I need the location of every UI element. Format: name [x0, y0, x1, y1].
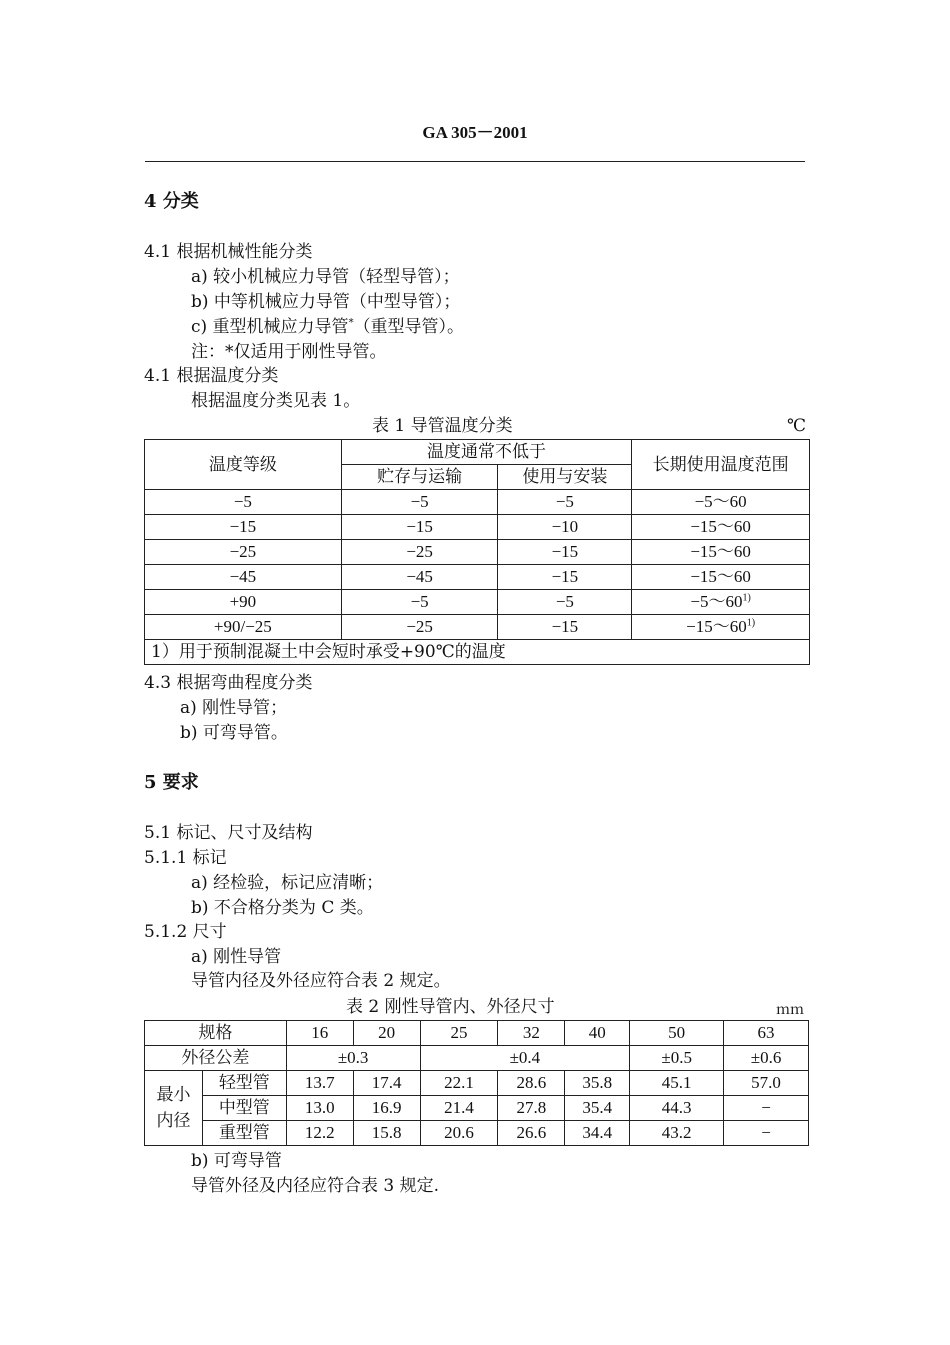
t2-value: 20.6: [420, 1121, 498, 1146]
t2-header-spec: 规格: [145, 1021, 287, 1046]
t2-type: 重型管: [202, 1121, 286, 1146]
clause-4-1-temperature: 4.1 根据温度分类: [144, 366, 279, 386]
mech-item-b: b) 中等机械应力导管（中型导管）；: [191, 292, 461, 312]
dim-item-b: b) 可弯导管: [191, 1151, 282, 1171]
mark-item-b: b) 不合格分类为 C 类。: [191, 898, 374, 918]
mech-item-a: a) 较小机械应力导管（轻型导管）；: [191, 267, 460, 287]
t1-range-value: −15～60: [690, 517, 751, 536]
t1-range-value: −5～60: [690, 592, 743, 611]
t1-header-storage: 贮存与运输: [341, 465, 498, 490]
t2-value: 43.2: [630, 1121, 724, 1146]
t2-size: 63: [724, 1021, 809, 1046]
t1-grade: −5: [145, 490, 342, 515]
bend-item-a: a) 刚性导管；: [180, 698, 288, 718]
t2-tolerance: ±0.4: [420, 1046, 630, 1071]
header-rule: [145, 161, 805, 162]
t2-size: 16: [286, 1021, 353, 1046]
t1-use: −5: [498, 490, 632, 515]
section-5-heading: 5 要求: [144, 772, 199, 793]
t1-storage: −5: [341, 490, 498, 515]
t1-grade: −15: [145, 515, 342, 540]
t2-size: 32: [498, 1021, 565, 1046]
t2-tolerance: ±0.6: [724, 1046, 809, 1071]
t2-value: 35.4: [565, 1096, 630, 1121]
clause-5-1-1: 5.1.1 标记: [144, 848, 227, 868]
t2-value: 15.8: [353, 1121, 420, 1146]
table-1-temperature: [144, 439, 810, 665]
t1-storage: −15: [341, 515, 498, 540]
dim-item-a-text: 导管内径及外径应符合表 2 规定。: [191, 971, 451, 991]
section-4-heading: 4 分类: [144, 191, 199, 212]
mech-item-c: [191, 317, 464, 337]
t2-value: 28.6: [498, 1071, 565, 1096]
t1-use: −15: [498, 565, 632, 590]
bend-item-b: b) 可弯导管。: [180, 723, 288, 743]
t1-range: [632, 565, 810, 590]
t1-range: [632, 540, 810, 565]
t1-grade: −25: [145, 540, 342, 565]
t1-header-not-below: 温度通常不低于: [341, 440, 632, 465]
t1-header-range: 长期使用温度范围: [632, 440, 810, 490]
table-2-rigid-conduit-dimensions: [144, 1020, 809, 1146]
mech-item-c-star: *: [348, 317, 354, 329]
t1-range-value: −5～60: [694, 492, 747, 511]
t2-value: 44.3: [630, 1096, 724, 1121]
t1-range-sup: 1): [746, 617, 756, 629]
t2-value: 12.2: [286, 1121, 353, 1146]
t2-type: 轻型管: [202, 1071, 286, 1096]
t2-value: 22.1: [420, 1071, 498, 1096]
t2-value: 21.4: [420, 1096, 498, 1121]
mark-item-a: a) 经检验，标记应清晰；: [191, 873, 384, 893]
t1-range-sup: 1): [742, 592, 751, 604]
mech-item-c-tail: （重型导管）。: [353, 317, 465, 337]
t2-type: 中型管: [202, 1096, 286, 1121]
t1-storage: −5: [341, 590, 498, 615]
t1-range: [632, 615, 810, 640]
t2-value: 16.9: [353, 1096, 420, 1121]
t2-tolerance: ±0.3: [286, 1046, 420, 1071]
t2-value: 45.1: [630, 1071, 724, 1096]
t2-value: 26.6: [498, 1121, 565, 1146]
t2-tolerance: ±0.5: [630, 1046, 724, 1071]
t1-grade: +90/−25: [145, 615, 342, 640]
t2-value: 13.7: [286, 1071, 353, 1096]
table-row: [145, 615, 810, 640]
table-row: [145, 590, 810, 615]
t1-use: −10: [498, 515, 632, 540]
t1-range: [632, 490, 810, 515]
t2-header-min-id: 最小内径: [145, 1071, 203, 1146]
t1-header-grade: 温度等级: [145, 440, 342, 490]
t2-header-tolerance: 外径公差: [145, 1046, 287, 1071]
dim-item-b-text: 导管外径及内径应符合表 3 规定.: [191, 1176, 440, 1196]
t1-range: [632, 515, 810, 540]
t1-range: [632, 590, 810, 615]
clause-5-1: 5.1 标记、尺寸及结构: [144, 823, 313, 843]
table-row: [145, 1071, 809, 1096]
table-row: [145, 540, 810, 565]
t1-grade: −45: [145, 565, 342, 590]
table-row: [145, 565, 810, 590]
mech-item-c-text: c) 重型机械应力导管: [191, 317, 349, 337]
t2-value: 27.8: [498, 1096, 565, 1121]
t1-use: −15: [498, 540, 632, 565]
t1-use: −15: [498, 615, 632, 640]
t1-storage: −45: [341, 565, 498, 590]
t2-value: 17.4: [353, 1071, 420, 1096]
clause-5-1-2: 5.1.2 尺寸: [144, 922, 227, 942]
t2-value: 34.4: [565, 1121, 630, 1146]
t2-value: 35.8: [565, 1071, 630, 1096]
t1-footnote: 1）用于预制混凝土中会短时承受+90℃的温度: [145, 640, 810, 665]
table-row: [145, 1096, 809, 1121]
table1-caption: 表 1 导管温度分类: [372, 416, 513, 436]
t1-use: −5: [498, 590, 632, 615]
t1-range-value: −15～60: [690, 542, 751, 561]
table-row: [145, 490, 810, 515]
dim-item-a: a) 刚性导管: [191, 947, 282, 967]
t1-storage: −25: [341, 615, 498, 640]
t1-grade: +90: [145, 590, 342, 615]
t1-header-use: 使用与安装: [498, 465, 632, 490]
t2-value: −: [724, 1096, 809, 1121]
t1-storage: −25: [341, 540, 498, 565]
t2-size: 40: [565, 1021, 630, 1046]
t2-size: 25: [420, 1021, 498, 1046]
t2-size: 20: [353, 1021, 420, 1046]
t2-value: 57.0: [724, 1071, 809, 1096]
temp-text: 根据温度分类见表 1。: [191, 391, 361, 411]
standard-code-header: GA 305－2001: [422, 123, 528, 142]
t2-value: −: [724, 1121, 809, 1146]
t2-value: 13.0: [286, 1096, 353, 1121]
table1-unit: ℃: [787, 416, 807, 436]
table2-unit: ｍｍ: [776, 1002, 804, 1018]
t1-range-value: −15～60: [686, 617, 747, 636]
table2-caption: 表 2 刚性导管内、外径尺寸: [346, 997, 555, 1017]
table-row: [145, 515, 810, 540]
t1-range-value: −15～60: [690, 567, 751, 586]
clause-4-3: 4.3 根据弯曲程度分类: [144, 673, 313, 693]
mech-note: 注：*仅适用于刚性导管。: [191, 342, 387, 362]
table-row: [145, 1121, 809, 1146]
clause-4-1-mechanical: 4.1 根据机械性能分类: [144, 242, 313, 262]
t2-size: 50: [630, 1021, 724, 1046]
